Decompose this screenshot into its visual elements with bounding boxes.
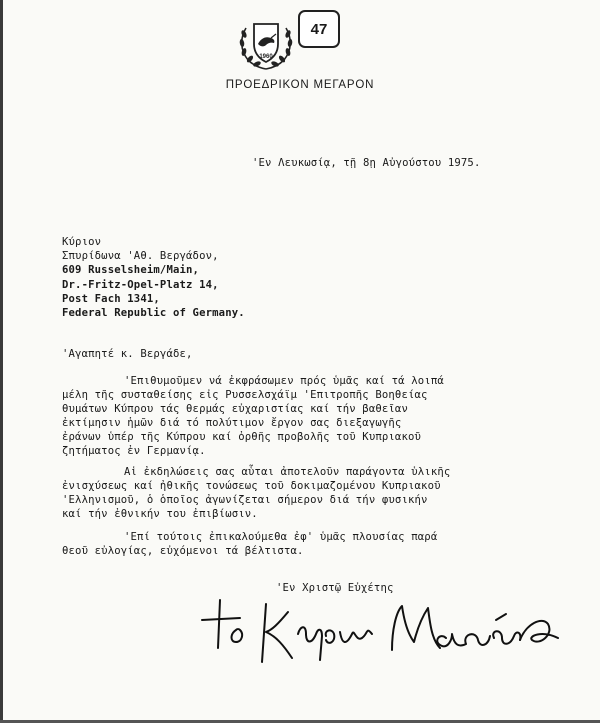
paragraph-line: ἐράνων ὑπέρ τῆς Κύπρου καί ὀρθῆς προβολῆς τοῦ Κυπριακοῦ	[62, 431, 422, 443]
recipient-line: Dr.-Fritz-Opel-Platz 14,	[62, 279, 219, 291]
closing-line: 'Εν Χριστῷ Εὐχέτης	[276, 582, 394, 594]
page-number-stamp: 47	[298, 10, 340, 48]
paragraph-line: καί τήν ἐθνικήν του ἐπιβίωσιν.	[62, 508, 258, 520]
paragraph-line: ἐκτίμησιν ἡμῶν διά τό πολύτιμον ἔργον σας διεξαγωγῆς	[62, 417, 402, 429]
recipient-line: Post Fach 1341,	[62, 293, 160, 305]
svg-text:1960: 1960	[259, 54, 273, 60]
paragraph-line: 'Επιθυμοῦμεν νά ἐκφράσωμεν πρός ὑμᾶς καί τά λοιπά	[124, 375, 444, 387]
paragraph-line: ζητήματος ἐν Γερμανίᾳ.	[62, 445, 206, 457]
scan-edge	[0, 0, 3, 723]
paragraph-line: θεοῦ εὐλογίας, εὐχόμενοι τά βέλτιστα.	[62, 545, 304, 557]
recipient-line: 609 Russelsheim/Main,	[62, 264, 200, 276]
paragraph-line: θυμάτων Κύπρου τάς θερμάς εὐχαριστίας καί τήν βαθεῖαν	[62, 403, 408, 415]
paragraph-line: 'Ελληνισμοῦ, ὁ ὁποῖος ἀγωνίζεται σήμερον διά τήν φυσικήν	[62, 494, 428, 506]
cyprus-emblem-icon	[236, 14, 296, 72]
paragraph-line: μέλη τῆς συσταθείσης εἰς Ρυσσελσχάϊμ 'Επιτροπῆς Βοηθείας	[62, 389, 428, 401]
paragraph-line: ἐνισχύσεως καί ἠθικῆς τονώσεως τοῦ δοκιμαζομένου Κυπριακοῦ	[62, 480, 441, 492]
recipient-line: Σπυρίδωνα 'Αθ. Βεργάδον,	[62, 250, 219, 262]
salutation: 'Αγαπητέ κ. Βεργάδε,	[62, 348, 193, 360]
recipient-line: Κύριον	[62, 236, 102, 248]
letterhead-title: ΠΡΟΕΔΡΙΚΟΝ ΜΕΓΑΡΟΝ	[225, 79, 375, 91]
paragraph-line: 'Επί τούτοις ἐπικαλούμεθα ἐφ' ὑμᾶς πλουσίας παρά	[124, 531, 438, 543]
handwritten-signature	[196, 590, 576, 678]
paragraph-line: Αἱ ἐκδηλώσεις σας αὗται ἀποτελοῦν παράγοντα ὑλικῆς	[124, 466, 451, 478]
date-line: 'Εν Λευκωσίᾳ, τῇ 8ῃ Αὐγούστου 1975.	[252, 157, 481, 169]
recipient-line: Federal Republic of Germany.	[62, 307, 245, 319]
